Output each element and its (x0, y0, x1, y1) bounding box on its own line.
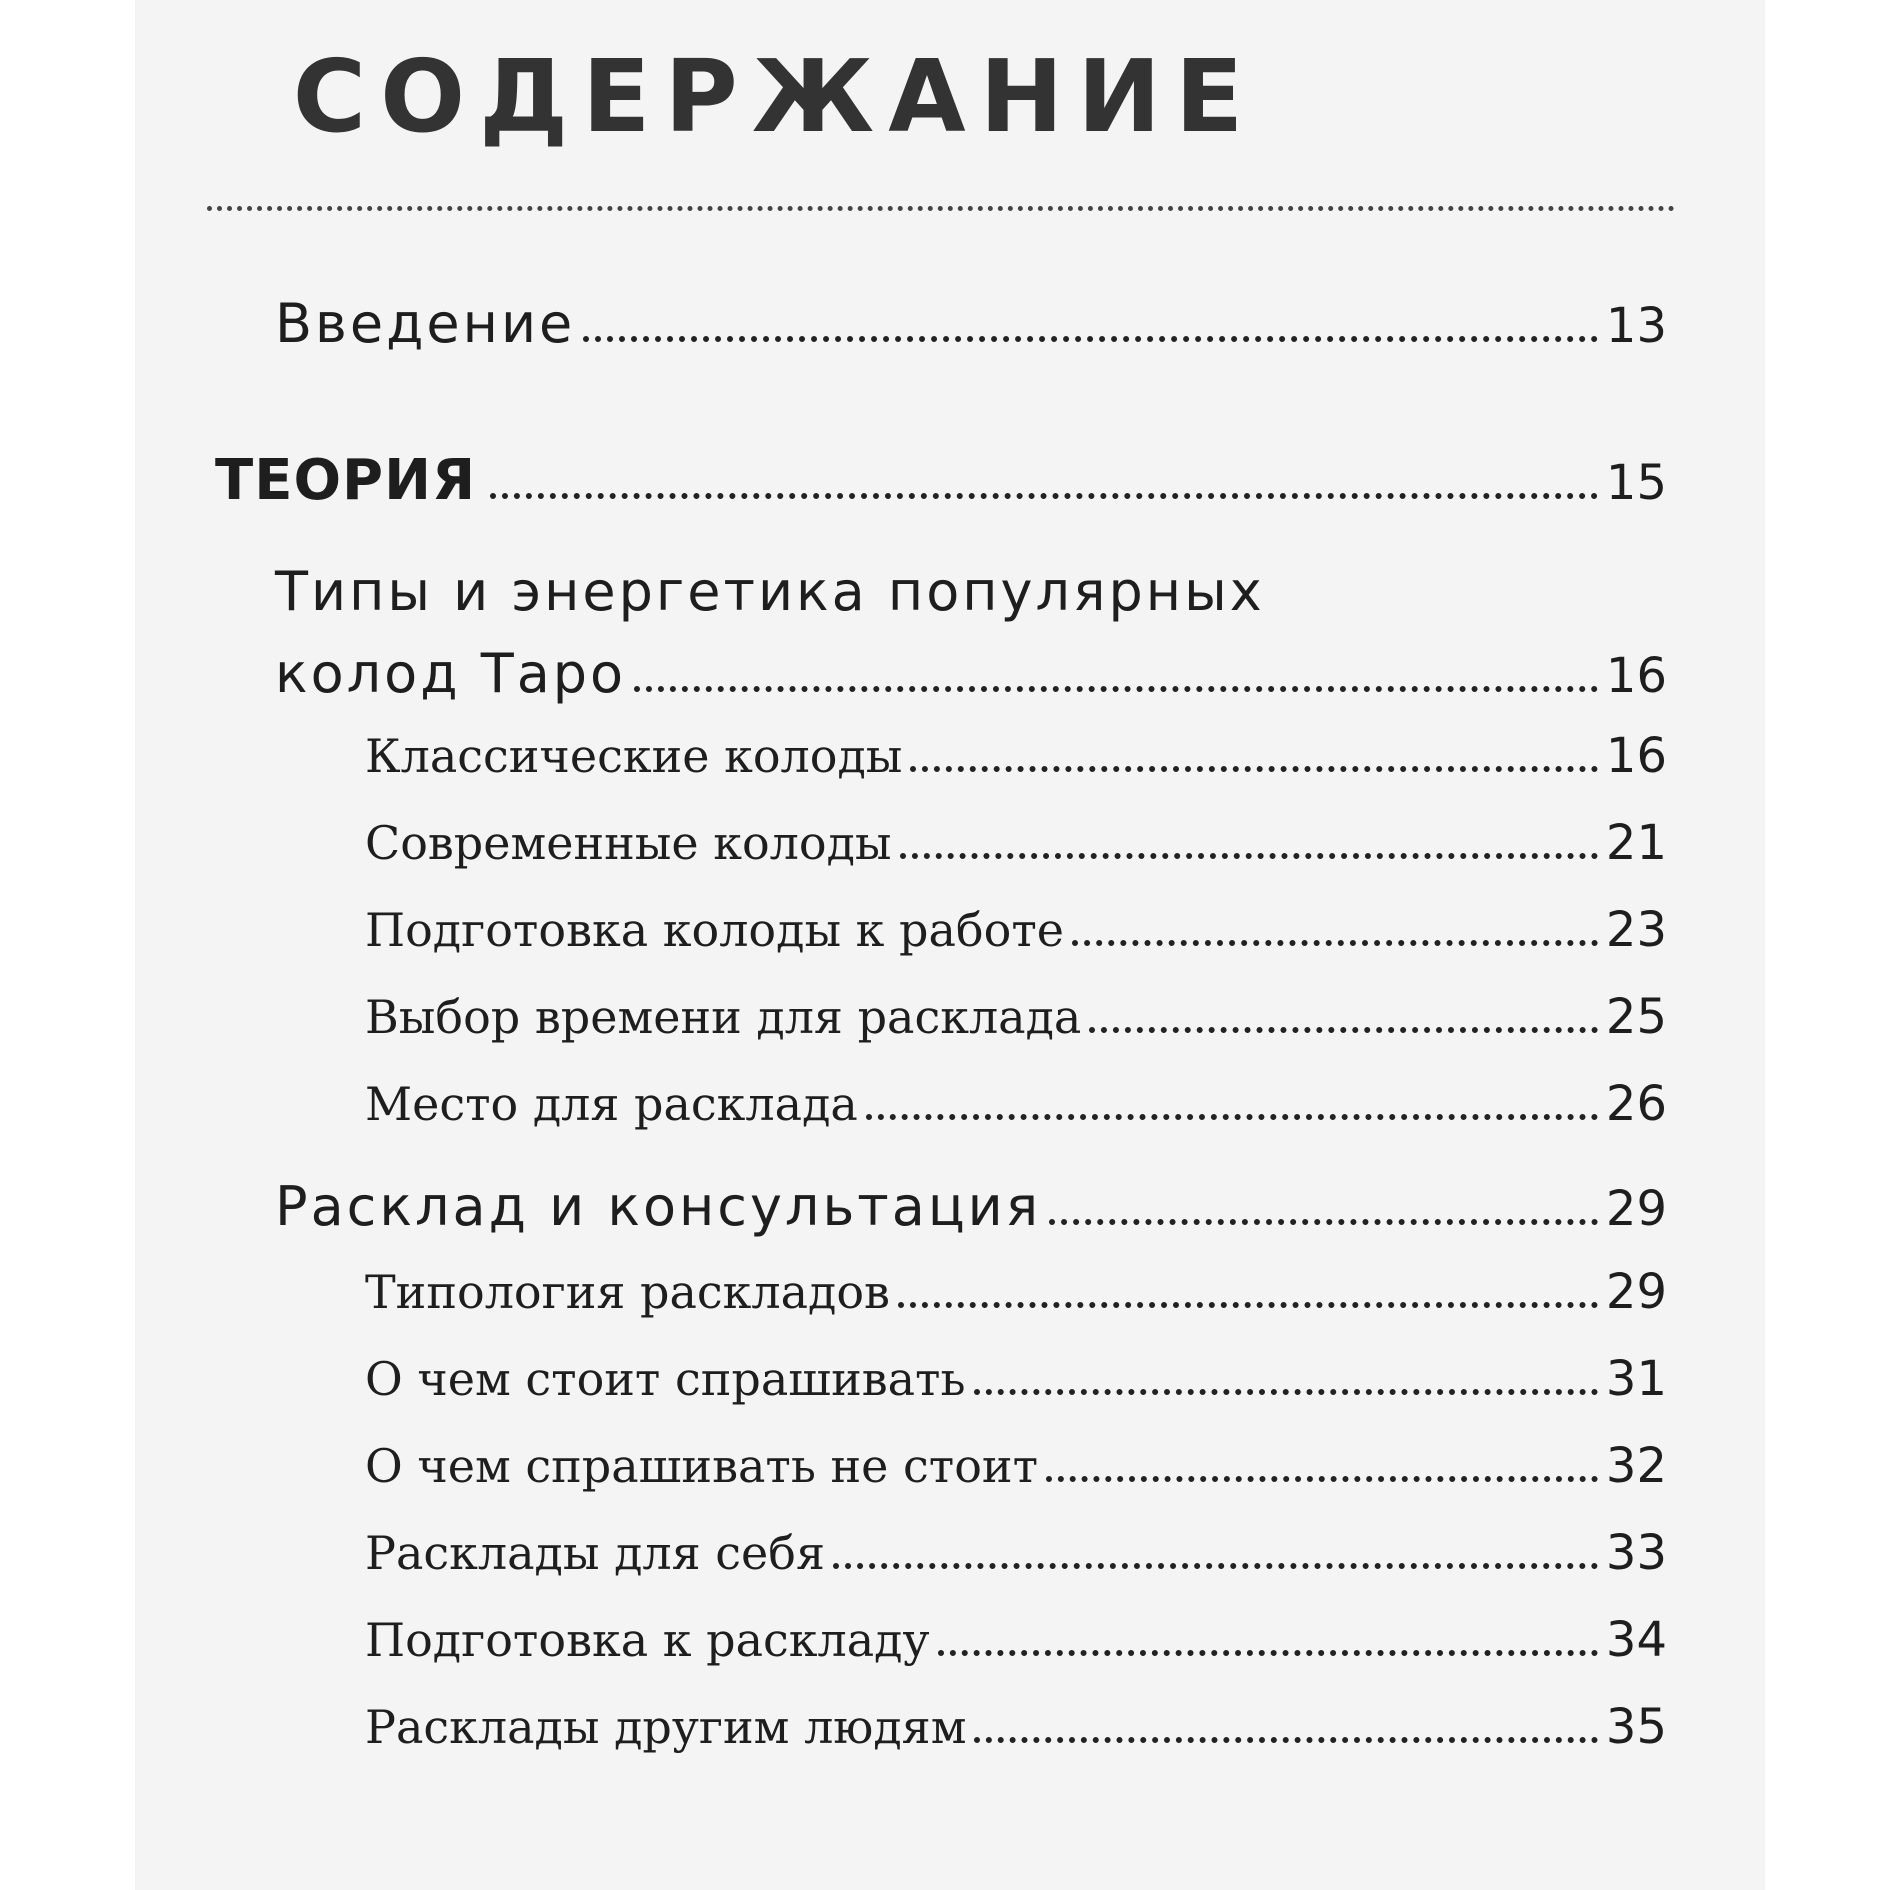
entry-label: О чем стоит спрашивать (365, 1352, 966, 1406)
dot-leader (1046, 1476, 1598, 1482)
page-number: 29 (1605, 1264, 1667, 1320)
entry-label: Расклад и консультация (275, 1175, 1042, 1238)
dot-leader (490, 493, 1598, 499)
entry-label: Расклады для себя (365, 1526, 825, 1580)
page-number: 16 (1605, 728, 1667, 784)
page-number: 34 (1605, 1612, 1667, 1668)
entry-label: Введение (275, 292, 576, 355)
toc-entry-section (365, 989, 1667, 1045)
entry-label: Место для расклада (365, 1077, 858, 1131)
page-number: 35 (1605, 1699, 1667, 1755)
book-page (135, 0, 1765, 1890)
toc-entry-section (365, 815, 1667, 871)
contents-title: СОДЕРЖАНИЕ (292, 38, 1258, 155)
dotted-divider (207, 206, 1675, 211)
dot-leader (1049, 1219, 1598, 1225)
dot-leader (898, 1302, 1598, 1308)
dot-leader (866, 1114, 1598, 1120)
dot-leader (1089, 1027, 1598, 1033)
entry-label: Выбор времени для расклада (365, 990, 1082, 1044)
page-number: 29 (1605, 1181, 1667, 1237)
toc-entry-section (365, 1699, 1667, 1755)
page-number: 33 (1605, 1525, 1667, 1581)
toc-entry-section (365, 902, 1667, 958)
toc-entry-part-theory (215, 448, 1667, 513)
toc-entry-section (365, 1351, 1667, 1407)
dot-leader (910, 766, 1598, 772)
dot-leader (900, 853, 1598, 859)
toc-entry-section (365, 1612, 1667, 1668)
entry-label: колод Таро (275, 642, 627, 705)
toc-entry-chapter-1 (275, 642, 1667, 705)
entry-label: О чем спрашивать не стоит (365, 1439, 1039, 1493)
dot-leader (974, 1389, 1598, 1395)
chapter-title-line1: Типы и энергетика популярных (275, 560, 1265, 623)
dot-leader (1072, 940, 1598, 946)
page-number: 31 (1605, 1351, 1667, 1407)
entry-label: Расклады другим людям (365, 1700, 967, 1754)
entry-label: Подготовка к раскладу (365, 1613, 930, 1667)
toc-entry-section (365, 728, 1667, 784)
dot-leader (938, 1650, 1598, 1656)
entry-label: Подготовка колоды к работе (365, 903, 1064, 957)
toc-entry-section (365, 1076, 1667, 1132)
entry-label: Типология раскладов (365, 1265, 890, 1319)
entry-label: Современные колоды (365, 816, 892, 870)
dot-leader (583, 336, 1598, 342)
dot-leader (974, 1737, 1597, 1743)
toc-entry-chapter-2 (275, 1175, 1667, 1238)
entry-label: Классические колоды (365, 729, 903, 783)
page-number: 32 (1605, 1438, 1667, 1494)
page-number: 23 (1605, 902, 1667, 958)
dot-leader (634, 686, 1598, 692)
page-number: 26 (1605, 1076, 1667, 1132)
toc-entry-intro (275, 292, 1667, 355)
toc-entry-section (365, 1525, 1667, 1581)
page-number: 21 (1605, 815, 1667, 871)
page-number: 13 (1605, 298, 1667, 354)
page-number: 25 (1605, 989, 1667, 1045)
toc-entry-section (365, 1438, 1667, 1494)
dot-leader (833, 1563, 1598, 1569)
toc-entry-section (365, 1264, 1667, 1320)
page-number: 16 (1605, 648, 1667, 704)
entry-label: ТЕОРИЯ (215, 448, 477, 513)
page-number: 15 (1605, 455, 1667, 511)
